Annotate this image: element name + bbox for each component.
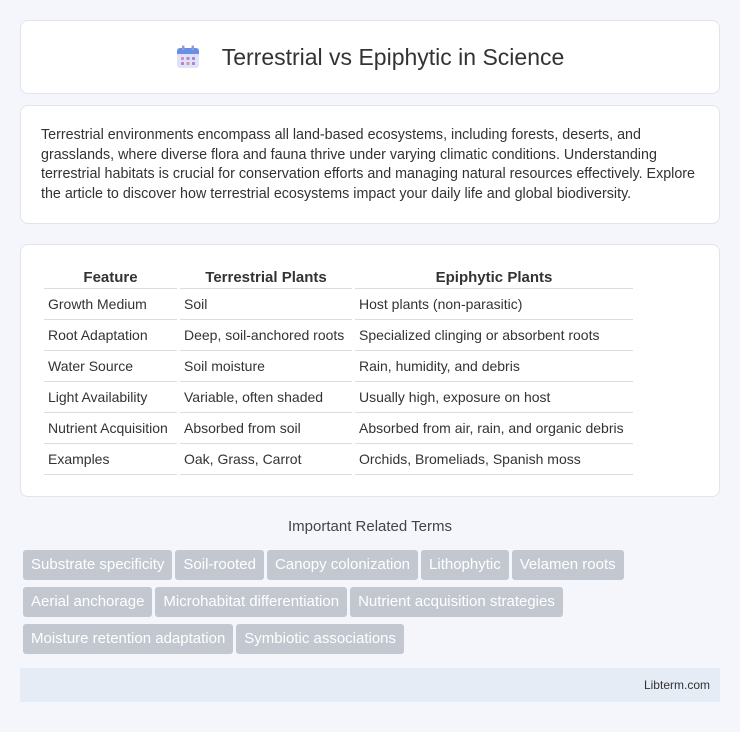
table-row	[44, 444, 633, 475]
table-row	[44, 382, 633, 413]
table-cell: Absorbed from air, rain, and organic debris	[355, 413, 633, 444]
header-epiphytic: Epiphytic Plants	[355, 268, 633, 289]
table-header-row	[44, 268, 633, 289]
table-cell: Oak, Grass, Carrot	[180, 444, 352, 475]
table-cell: Root Adaptation	[44, 320, 177, 351]
table-cell: Nutrient Acquisition	[44, 413, 177, 444]
table-cell: Rain, humidity, and debris	[355, 351, 633, 382]
table-cell: Examples	[44, 444, 177, 475]
comparison-table	[41, 268, 636, 475]
table-cell: Host plants (non-parasitic)	[355, 289, 633, 320]
header-feature: Feature	[44, 268, 177, 289]
table-cell: Specialized clinging or absorbent roots	[355, 320, 633, 351]
table-row	[44, 320, 633, 351]
footer	[20, 668, 720, 702]
table-cell: Orchids, Bromeliads, Spanish moss	[355, 444, 633, 475]
intro-text: Terrestrial environments encompass all land-based ecosystems, including forests, deserts, and grasslands, where diverse flora and fauna thrive under varying climatic conditions. Understanding terrestrial habitats is crucial for conservation efforts and managing natural resources effectively. Explore the article to discover how terrestrial ecosystems impact your daily life and global biodiversity.	[41, 127, 696, 202]
tag-canopy-colonization[interactable]: Canopy colonization	[267, 550, 418, 580]
table-cell: Light Availability	[44, 382, 177, 413]
tag-aerial-anchorage[interactable]: Aerial anchorage	[23, 587, 152, 617]
tag-symbiotic-associations[interactable]: Symbiotic associations	[236, 624, 404, 654]
related-terms-tags	[23, 550, 723, 661]
related-terms-title: Important Related Terms	[288, 518, 452, 535]
comparison-table-card	[20, 244, 720, 497]
header-terrestrial: Terrestrial Plants	[180, 268, 352, 289]
tag-lithophytic[interactable]: Lithophytic	[421, 550, 509, 580]
footer-site-link[interactable]: Libterm.com	[643, 678, 710, 692]
tag-moisture-retention-adaptation[interactable]: Moisture retention adaptation	[23, 624, 233, 654]
table-row	[44, 413, 633, 444]
calendar-icon	[176, 45, 200, 69]
tag-substrate-specificity[interactable]: Substrate specificity	[23, 550, 172, 580]
page-title: Terrestrial vs Epiphytic in Science	[221, 43, 565, 70]
table-cell: Absorbed from soil	[180, 413, 352, 444]
table-row	[44, 289, 633, 320]
tag-velamen-roots[interactable]: Velamen roots	[512, 550, 624, 580]
table-row	[44, 351, 633, 382]
tag-nutrient-acquisition-strategies[interactable]: Nutrient acquisition strategies	[350, 587, 563, 617]
table-cell: Growth Medium	[44, 289, 177, 320]
table-cell: Usually high, exposure on host	[355, 382, 633, 413]
table-cell: Water Source	[44, 351, 177, 382]
header-inner	[176, 44, 565, 71]
table-cell: Soil moisture	[180, 351, 352, 382]
tag-microhabitat-differentiation[interactable]: Microhabitat differentiation	[155, 587, 347, 617]
table-cell: Soil	[180, 289, 352, 320]
intro-card	[20, 105, 720, 224]
tag-soil-rooted[interactable]: Soil-rooted	[175, 550, 264, 580]
table-cell: Deep, soil-anchored roots	[180, 320, 352, 351]
table-cell: Variable, often shaded	[180, 382, 352, 413]
header-card	[20, 20, 720, 94]
